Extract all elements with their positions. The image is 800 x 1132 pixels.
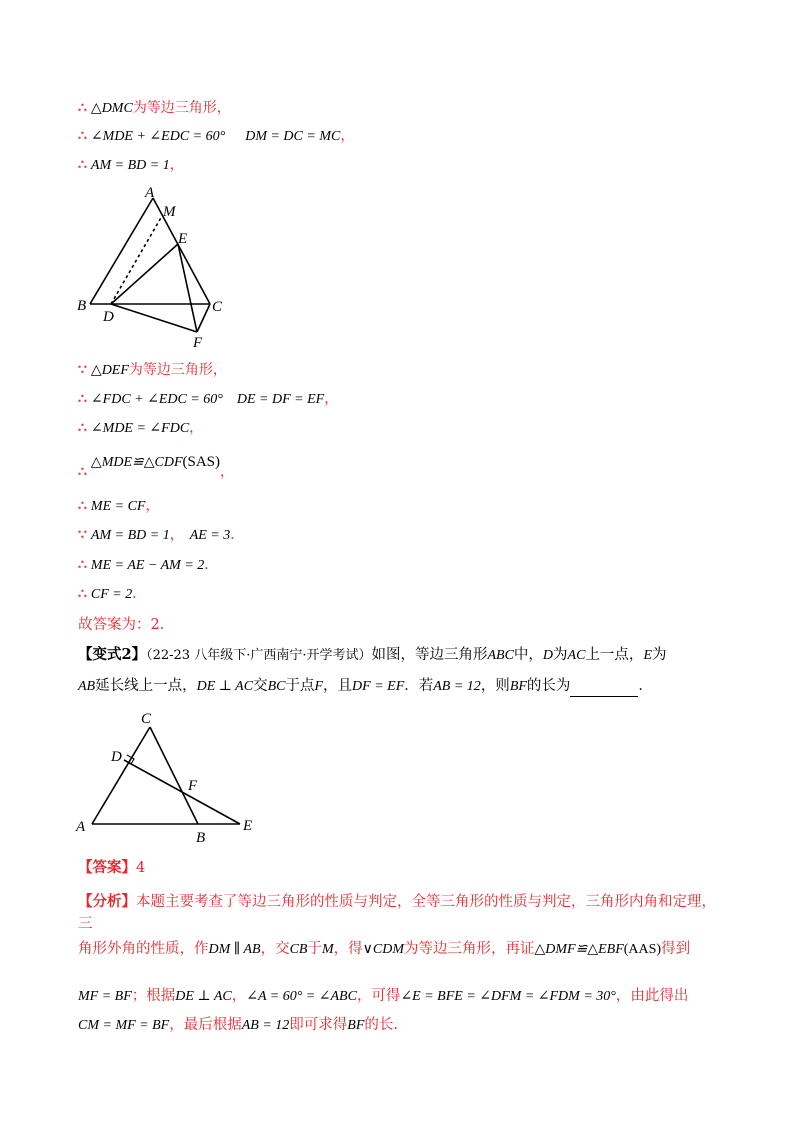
solution-line-4 [78, 360, 227, 381]
math-expr: (SAS) [182, 454, 221, 470]
problem-text: ，且 [323, 678, 353, 694]
punct: ， [324, 391, 339, 407]
solution-line-5 [78, 389, 338, 410]
analysis-line-1 [78, 891, 720, 935]
answer-tag: 【答案】 [78, 859, 136, 876]
solution-line-8 [78, 496, 159, 517]
label-e: E [178, 231, 188, 247]
label-m: M [163, 204, 176, 220]
math-expr: DF = EF [352, 679, 405, 694]
segment-cb [150, 727, 198, 824]
analysis-text: 的长. [364, 1017, 398, 1033]
answer-line [78, 858, 145, 878]
label-d: D [103, 309, 114, 325]
solution-text: 为等边三角形， [128, 362, 227, 378]
analysis-text: ，最后根据 [169, 1017, 242, 1033]
analysis-text: ；根据 [131, 988, 176, 1004]
math-expr: ∠MDE + ∠EDC = 60° [90, 129, 226, 144]
math-expr: DE ⊥ AC [196, 679, 254, 694]
analysis-text: 为等边三角形，再证 [404, 941, 535, 957]
therefore-symbol: ∴ [78, 420, 87, 436]
segment-ac [153, 198, 210, 304]
analysis-text: 即可求得 [289, 1017, 348, 1033]
math-expr: BC [267, 679, 286, 694]
punct: ． [230, 527, 245, 543]
problem-text: ．若 [404, 678, 434, 694]
math-expr: M [321, 942, 334, 957]
problem-text: ，则 [480, 678, 510, 694]
analysis-text: 本题主要考查了等边三角形的性质与判定，全等三角形的性质与判定，三角形内角和定理，三 [78, 894, 716, 932]
label-b: B [196, 830, 206, 845]
therefore-symbol: ∴ [78, 586, 87, 602]
segment-dm-dashed [111, 216, 162, 304]
problem-text: 交 [253, 678, 268, 694]
math-expr: AC [567, 648, 586, 663]
therefore-symbol: ∴ [78, 464, 87, 480]
solution-line-7 [78, 450, 234, 484]
solution-line-2 [78, 126, 354, 147]
analysis-text: 角形外角的性质，作 [78, 941, 209, 957]
label-a: A [145, 185, 155, 201]
punct: ， [220, 464, 235, 480]
analysis-line-2 [78, 938, 720, 961]
geometry-figure-2 [70, 705, 270, 845]
problem-text: 如图，等边三角形 [371, 647, 488, 663]
punct: ． [204, 557, 219, 573]
segment-cf [197, 304, 210, 332]
math-expr: AM = BD = 1 [90, 528, 170, 543]
math-expr: DM ∥ AB [208, 942, 261, 957]
answer-blank[interactable] [570, 682, 638, 697]
math-expr: BF [347, 1018, 365, 1033]
math-expr: ∠MDE = ∠FDC [90, 421, 190, 436]
label-a: A [76, 819, 86, 835]
segment-ef [178, 244, 197, 332]
problem-source: （22-23 八年级下·广西南宁·开学考试） [146, 648, 372, 663]
solution-line-10 [78, 555, 218, 576]
therefore-symbol: ∴ [78, 557, 87, 573]
math-expr: CF = 2 [90, 587, 133, 602]
math-expr: ∠E = BFE = ∠DFM = ∠FDM = 30° [400, 989, 616, 1004]
problem-text: 为 [553, 647, 568, 663]
therefore-symbol: ∴ [78, 128, 87, 144]
therefore-symbol: ∴ [78, 391, 87, 407]
segment-de [124, 760, 240, 824]
variant-tag: 【变式2】 [78, 646, 147, 663]
because-symbol: ∵ [78, 362, 87, 378]
math-expr: △DEF [90, 363, 129, 378]
segment-ab [90, 198, 153, 304]
math-expr: DM = DC = MC [245, 129, 341, 144]
math-expr: DE = DF = EF [236, 392, 325, 407]
math-expr: BF [509, 679, 527, 694]
math-expr: CB [289, 942, 308, 957]
solution-text: 为等边三角形， [132, 100, 231, 116]
label-c: C [212, 299, 223, 315]
analysis-text: ，交 [260, 941, 290, 957]
analysis-tag: 【分析】 [78, 893, 136, 910]
math-expr: ∨CDM [362, 942, 405, 957]
math-expr: AB = 12 [433, 679, 481, 694]
problem-text: 延长线上一点， [95, 678, 197, 694]
geometry-figure-1 [70, 180, 250, 350]
solution-line-9 [78, 525, 244, 546]
label-b: B [77, 298, 87, 314]
math-expr: ME = CF [90, 499, 146, 514]
math-expr: DE ⊥ AC [175, 989, 232, 1004]
label-e: E [243, 818, 253, 834]
because-symbol: ∵ [78, 527, 87, 543]
label-f: F [188, 778, 198, 794]
punct: ， [169, 157, 184, 173]
math-expr: AB = 12 [241, 1018, 290, 1033]
math-expr: ∠FDC + ∠EDC = 60° [90, 392, 223, 407]
math-expr: MF = BF [78, 989, 132, 1004]
problem-text: 为 [652, 647, 667, 663]
math-expr: E [643, 648, 652, 663]
label-d: D [111, 749, 122, 765]
punct: ， [145, 498, 160, 514]
problem-text: 于点 [285, 678, 315, 694]
analysis-line-4 [78, 1014, 720, 1037]
math-expr: AB [78, 679, 96, 694]
label-c: C [141, 711, 152, 727]
segment-df [111, 304, 197, 332]
therefore-symbol: ∴ [78, 498, 87, 514]
solution-line-1 [78, 98, 231, 119]
answer-value: 4 [136, 860, 146, 876]
math-expr: △MDE≌△CDF [90, 455, 183, 470]
solution-line-11 [78, 584, 146, 605]
solution-line-6 [78, 418, 203, 439]
math-expr: △DMF≌△EBF [534, 942, 624, 957]
label-f: F [193, 335, 203, 350]
analysis-line-3 [78, 985, 720, 1008]
analysis-text: ，由此得出 [615, 988, 689, 1004]
math-expr: AM = BD = 1 [90, 158, 170, 173]
answer-conclusion: 故答案为：2． [78, 617, 175, 633]
math-expr: D [542, 648, 554, 663]
problem-text: 的长为 [526, 678, 571, 694]
punct: ， [189, 420, 204, 436]
problem-text: 中， [513, 647, 543, 663]
math-expr: (AAS) [623, 942, 662, 957]
math-expr: F [314, 679, 324, 694]
problem-text: 上一点， [585, 647, 644, 663]
math-expr: ME = AE − AM = 2 [90, 558, 205, 573]
analysis-text: 于 [307, 941, 322, 957]
segment-ac [92, 727, 150, 824]
problem-line-1 [78, 645, 667, 666]
therefore-symbol: ∴ [78, 100, 87, 116]
analysis-text: ，得 [333, 941, 363, 957]
problem-text: ． [638, 678, 653, 694]
math-expr: △DMC [90, 101, 133, 116]
solution-line-3 [78, 155, 184, 176]
math-expr: CM = MF = BF [78, 1018, 170, 1033]
analysis-text: ，可得 [356, 988, 401, 1004]
problem-line-2 [78, 676, 653, 697]
math-expr: AE = 3 [189, 528, 231, 543]
math-expr: ABC [487, 648, 514, 663]
punct: ． [132, 586, 147, 602]
punct: ， [169, 527, 184, 543]
math-expr: ∠A = 60° = ∠ABC [246, 989, 357, 1004]
therefore-symbol: ∴ [78, 157, 87, 173]
analysis-text: ， [231, 988, 247, 1004]
punct: ， [340, 128, 355, 144]
analysis-text: 得到 [661, 941, 691, 957]
